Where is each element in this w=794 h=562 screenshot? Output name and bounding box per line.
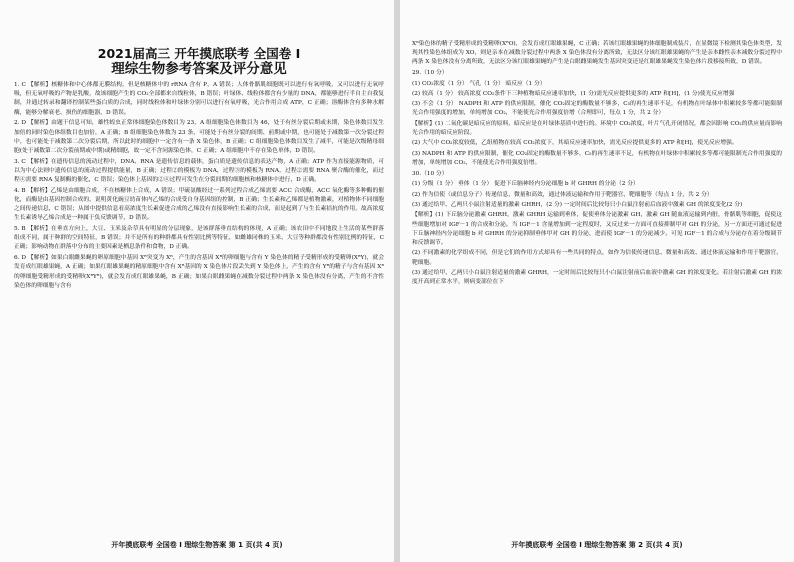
question-heading: 30.（10 分）: [412, 170, 448, 177]
page-footer: 开年摸底联考 全国卷 I 理综生物答案 第 1 页(共 4 页): [111, 541, 283, 549]
explanation-paragraph: 【解析】(1) 下丘脑分泌激素 GHRH，激素 GHRH 运输到垂体，促使垂体分泌激素 GH，激素 GH 随血液运输到内脏，骨骼肌等细胞，促使这些细胞增加对 IGF－1 的合成和分泌。当 IGF－1 含量增加到一定程度时，又反过来一方面可直接抑制甲对 GH 的分泌，另一方面还可通过促进下丘脑神经内分泌细胞 b 对 GHRH 的分泌抑制垂体甲对 GH 的分泌，进而使 IGF－1 的分泌减少。可见 IGF－1 的合成与分泌存在着分级调节和反馈调节。: [412, 212, 782, 246]
answer-paragraph: (1) CO₂浓度（1 分） 气孔（1 分） 暗反应（1 分）: [412, 80, 546, 87]
answer-paragraph: 2. D 【解析】由题干信息可知，雄性蝗虫正常体细胞染色体数目为 23，A 组细胞染色体数目为 46，处于有丝分裂后期或末期，染色体数目发生加倍的同时染色体组数目也加倍，A 正确；B 组细胞染色体数为 23 条，可能处于有丝分裂的间期、前期或中期，也可能处于减数第一次分裂过程中，也可能处于减数第二次分裂后期，所以此时的细胞中一定含有一条 X 染色体，B 正确；C 组细胞染色体数目发生了减半，可能是次级精母细胞(处于减数第二次分裂前期或中期)或精细胞，故一定不含同源染色体，C 正确；A 组细胞中不存在染色单体，D 错误。: [14, 120, 384, 154]
explanation-paragraph: (3) 通过给甲、乙两只小白鼠注射适量的激素 GHRH，一定时间后比较每只小白鼠注射前后血液中激素 GH 的浓度变化。若注射后激素 GH 的浓度开高到正常水平，则病变部位在下: [412, 269, 782, 286]
answer-paragraph: (2) 较高（1 分） 较高浓度 CO₂条件下三种植物暗反应速率加快，(1 分)需光反应提供更多的 ATP 和[H]，(1 分)使光反应增强: [412, 90, 735, 97]
explanation-paragraph: (2) 大气中 CO₂浓度较低，乙组植物在较高 CO₂浓度下，其暗反应速率加快，需光反应提供更多的 ATP 和[H]，使光反应增强。: [412, 140, 738, 147]
answer-paragraph: 5. B 【解析】在垂直方向上，大豆、玉米及杂草具有明显的分层现象，是该群落垂直结构的体现，A 正确；该农田中不同地段上生活的某些群落组成不同，属于种群的空间特征，B 错误；并不是所有的种群都具有性别比例等特征，如雌雄同株的玉米、大豆等种群都没有性别比例的特征，C 正确；影响动物在群落中分布的主要因素是栖息条件和食物，D 正确。: [14, 226, 384, 251]
page-2: [400, 0, 794, 562]
explanation-paragraph: (3) NADPH 和 ATP 的供应限制，催化 CO₂固定的酶数量不够多，C₅的再生速率不足，有机物在叶绿体中积累较多等都可能限制光合作用强度的增加，单纯增加 CO₂，不能使光合作用强度倍增。: [412, 150, 782, 167]
answer-paragraph: (1) 分级（1 分） 垂体（1 分） 促进下丘脑神经内分泌细胞 b 对 GHRH 的分泌（2 分）: [412, 181, 639, 188]
answer-paragraph: 4. B 【解析】乙烯是由细胞合成，不在核糖体上合成，A 错误；甲硫氨酸经过一系列过程合成乙烯需要 ACC 合成酶，ACC 氧化酶等多种酶的催化，而酶是由基因控制合成的，说明黄化豌豆幼苗体内乙烯的合成受自身基因组的控制，B 正确；生长素和乙烯都是植物激素，对植物体不同细胞之间传递信息，C 错误；从图中提供信息看高浓度生长素促进合成的乙烯没有直接影响生长素的合成，而是起到了与生长素拮抗的作用，故高浓度生长素诱导乙烯合成是一种属于负反馈调节，D 错误。: [14, 187, 384, 222]
question-heading: 29.（10 分）: [412, 70, 448, 77]
exam-title: 2021届高三 开年摸底联考 全国卷 I: [97, 46, 301, 61]
answer-paragraph: (3) 通过给甲、乙两只小鼠注射适量的激素 GHRH，(2 分) 一定时间后比较每只小白鼠注射前后血液中激素 GH 的浓度变化(2 分): [412, 201, 743, 208]
answer-paragraph: 1. C 【解析】核糖体和中心体都无膜结构，但是核糖体中的 rRNA 含有 P，A 错误；人体骨骼肌细胞既可以进行有氧呼吸，又可以进行无氧呼吸，但无氧呼吸的产物是乳酸，故该细胞产生的 CO₂全部都来自线粒体，B 错误；叶绿体、线粒体都含有少量的 DNA，都能够进行半自主自我复制，并通过转录和翻译控制某些蛋白质的合成，同时线粒体和叶绿体分别可以进行有氧呼吸，光合作用合成 ATP，C 正确；溶酶体含有多种水解酶，能够分解衰老、损伤的细胞器，D 错误。: [14, 82, 384, 116]
answer-paragraph: 3. C 【解析】在遗传信息的流动过程中，DNA、RNA 是遗传信息的载体，蛋白质是遗传信息的表达产物，A 正确；ATP 作为直接能源物质，可以为中心法则中遗传信息的流动过程提供能量，B 正确；过程②的模板为 DNA，过程③的模板为 RNA，过程②需要 RNA 聚合酶的催化，而过程④需要 RNA 复制酶的催化，C 错误；染色体上基因的②④过程可发生在分裂间期的细胞核和核糖体中进行，D 正确。: [14, 158, 384, 184]
explanation-paragraph: (2) 不同激素的化学组成不同，但是它们的作用方式却具有一些共同的特点，如作为信使传递信息、微量和高效、通过体液运输和作用于靶器官、靶细胞。: [412, 250, 782, 266]
answer-paragraph: Xᴮ染色体的精子受精形成的受精卵(XᴮO)，会发育成红眼雄果蝇，C 正确；若该红眼雄果蝇的体细胞制成装片，在显微镜下检测其染色体类型，发现其性染色体组成为 XO，则是亲本在减数分裂过程中两条 X 染色体没有分离所致，无法区分该红眼雄果蝇的产生是亲本雌性亲本减数分裂过程中两条 X 染色体没有分离所致，无法区分该红眼雄果蝇的产生是白眼雌果蝇发生基因突变还是红眼雄果蝇发生染色体片段移接所致，D 错误。: [412, 41, 782, 66]
answer-paragraph: (2) 作为信使（或信息分子）传递信息，微量和高效，通过体液运输和作用于靶器官、靶细胞等（每点 1 分，共 2 分）: [412, 191, 713, 198]
answer-paragraph: 6. D 【解析】如果白眼雌果蝇的卵原细胞中基因 Xᴿ突变为 Xᴮ，产生的含基因 Xᴮ的卵细胞与含有 Y 染色体的精子受精形成的受精卵(XᴮY)，就会发育成红眼雄果蝇，A 正确；如果红眼雄果蝇的精原细胞中含有 Xᴮ基因的 X 染色体片段丢失到 Y 染色体上，产生的含有 Yᴮ的精子与含有基因 Xᴮ的卵细胞受精形成的受精卵(XᴮYᴮ)，就会发育成红眼雄果蝇，B 正确；如果白眼雌果蝇在减数分裂过程中两条 X 染色体没有分离，产生的不含性染色体的卵细胞与含有: [14, 255, 384, 289]
answer-paragraph: (3) 不会（1 分） NADPH 和 ATP 的供应限制，催化 CO₂固定的酶数量不够多，C₅的再生速率不足，有机物在叶绿体中积累较多等都可能限制光合作用强度的增加，单纯增加 CO₂，不能使光合作用强度倍增（合理即可，每点 1 分，共 2 分）: [412, 101, 782, 117]
page-footer: 开年摸底联考 全国卷 I 理综生物答案 第 2 页(共 4 页): [511, 541, 683, 549]
document-title: 理综生物参考答案及评分意见: [111, 61, 287, 77]
explanation-paragraph: 【解析】(1) 二氧化碳是暗反应的原料，暗反应是在叶绿体基质中进行的。环境中 CO₂浓度、叶片气孔开闭情况，都会因影响 CO₂的供应量而影响光合作用的暗反应阶段。: [412, 120, 782, 137]
page-1: [0, 0, 394, 562]
